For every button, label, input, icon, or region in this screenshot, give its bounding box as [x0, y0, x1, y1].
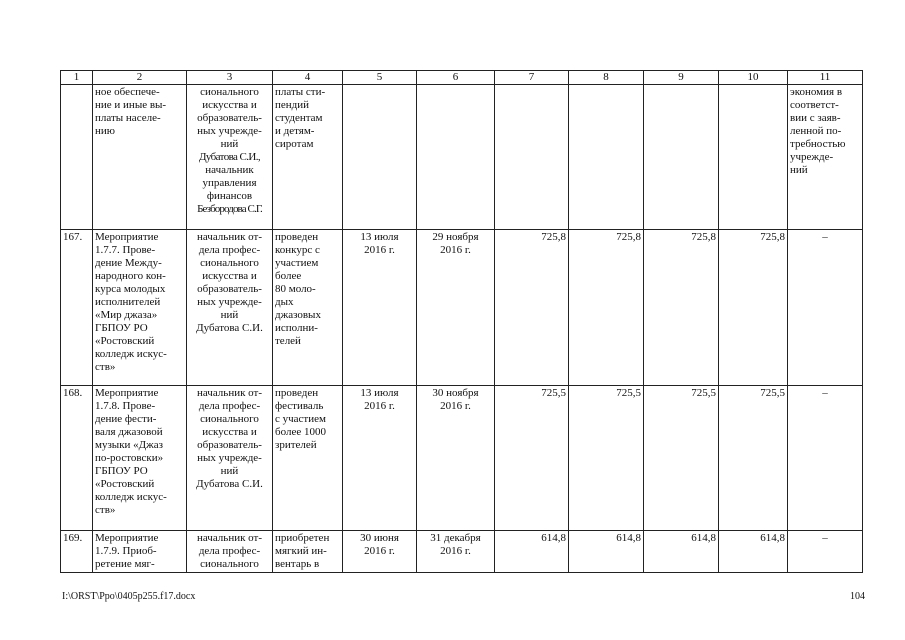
cell-value: 614,8 — [719, 531, 788, 573]
cell-value: 725,8 — [495, 230, 569, 386]
table-row — [61, 230, 863, 386]
responsible-name-2: Безбородова С.Г. — [197, 203, 262, 215]
cell-responsible: начальник от- дела профес- сионального искусства и образователь- ных учрежде- ний Дубатова С.И. — [187, 386, 273, 531]
cell-activity: Мероприятие 1.7.8. Прове- дение фести- валя джазовой музыки «Джаз по-ростовски» ГБПОУ РО «Ростовский колледж искус- ств» — [93, 386, 187, 531]
cell-value: 614,8 — [569, 531, 644, 573]
page-number: 104 — [850, 591, 865, 602]
col-header: 1 — [61, 71, 93, 85]
cell-end: 30 ноября 2016 г. — [417, 386, 495, 531]
col-header: 11 — [788, 71, 863, 85]
cell-end: 29 ноября 2016 г. — [417, 230, 495, 386]
col-header: 10 — [719, 71, 788, 85]
cell-result: платы сти- пендий студентам и детям- сиротам — [273, 85, 343, 230]
responsible-text: сионального искусства и образователь- ных учрежде- ний — [197, 86, 262, 150]
cell-value: 614,8 — [644, 531, 719, 573]
cell-note: – — [788, 386, 863, 531]
col-header: 2 — [93, 71, 187, 85]
cell-value: 725,5 — [569, 386, 644, 531]
cell-activity: Мероприятие 1.7.9. Приоб- ретение мяг- — [93, 531, 187, 573]
cell-start: 13 июля 2016 г. — [343, 386, 417, 531]
cell-responsible — [187, 85, 273, 230]
col-header: 4 — [273, 71, 343, 85]
cell-note: – — [788, 230, 863, 386]
cell-value — [644, 85, 719, 230]
cell-end: 31 декабря 2016 г. — [417, 531, 495, 573]
cell-result: проведен конкурс с участием более 80 моло- дых джазовых исполни- телей — [273, 230, 343, 386]
cell-start: 30 июня 2016 г. — [343, 531, 417, 573]
cell-value — [569, 85, 644, 230]
cell-result: приобретен мягкий ин- вентарь в — [273, 531, 343, 573]
plan-table — [60, 70, 863, 573]
cell-note: – — [788, 531, 863, 573]
cell-value — [495, 85, 569, 230]
cell-number: 169. — [61, 531, 93, 573]
col-header: 7 — [495, 71, 569, 85]
cell-activity: Мероприятие 1.7.7. Прове- дение Между- народного кон- курса молодых исполнителей «Мир джаза» ГБПОУ РО «Ростовский колледж искус- ств» — [93, 230, 187, 386]
cell-start: 13 июля 2016 г. — [343, 230, 417, 386]
table-row-continued — [61, 85, 863, 230]
cell-value: 725,8 — [719, 230, 788, 386]
cell-number — [61, 85, 93, 230]
cell-end — [417, 85, 495, 230]
cell-value: 725,8 — [569, 230, 644, 386]
cell-value: 725,8 — [644, 230, 719, 386]
col-header: 8 — [569, 71, 644, 85]
responsible-title: начальник управления финансов — [202, 164, 257, 202]
cell-activity: ное обеспече- ние и иные вы- платы населе- нию — [93, 85, 187, 230]
col-header: 5 — [343, 71, 417, 85]
cell-value — [719, 85, 788, 230]
cell-number: 168. — [61, 386, 93, 531]
responsible-name: Дубатова С.И., — [198, 151, 261, 163]
table-row — [61, 386, 863, 531]
cell-value: 725,5 — [644, 386, 719, 531]
col-header: 9 — [644, 71, 719, 85]
cell-note: экономия в соответст- вии с заяв- ленной по- требностью учрежде- ний — [788, 85, 863, 230]
cell-number: 167. — [61, 230, 93, 386]
col-header: 6 — [417, 71, 495, 85]
cell-result: проведен фестиваль с участием более 1000 зрителей — [273, 386, 343, 531]
col-header: 3 — [187, 71, 273, 85]
cell-value: 725,5 — [495, 386, 569, 531]
cell-start — [343, 85, 417, 230]
cell-value: 614,8 — [495, 531, 569, 573]
table-row — [61, 531, 863, 573]
header-row — [61, 71, 863, 85]
footer-file-path: I:\ORST\Ppo\0405p255.f17.docx — [62, 591, 196, 602]
cell-value: 725,5 — [719, 386, 788, 531]
cell-responsible: начальник от- дела профес- сионального — [187, 531, 273, 573]
cell-responsible: начальник от- дела профес- сионального искусства и образователь- ных учрежде- ний Дубатова С.И. — [187, 230, 273, 386]
